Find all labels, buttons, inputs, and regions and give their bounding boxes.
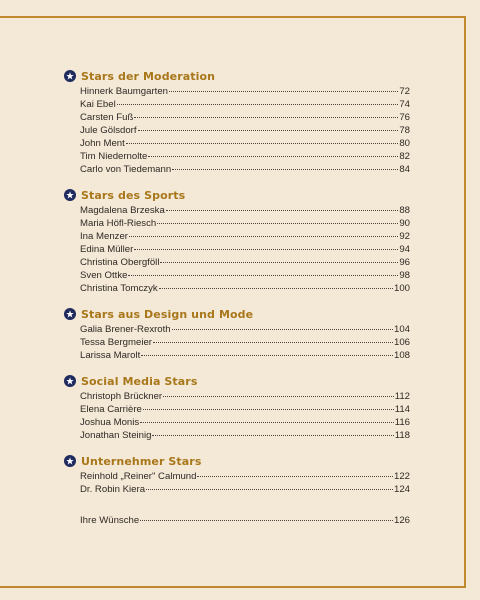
dot-leader xyxy=(169,91,398,92)
entry-page: 124 xyxy=(393,484,410,495)
toc-entry[interactable] xyxy=(80,323,410,336)
entry-page: 80 xyxy=(399,138,410,149)
entry-name: Edina Müller xyxy=(80,244,134,255)
section-header xyxy=(64,187,410,203)
dot-leader xyxy=(138,130,399,131)
star-icon xyxy=(64,189,76,201)
dot-leader xyxy=(172,329,393,330)
entry-name: Magdalena Brzeska xyxy=(80,205,165,216)
dot-leader xyxy=(166,210,399,211)
entry-name: John Ment xyxy=(80,138,125,149)
entry-page: 74 xyxy=(399,99,410,110)
frame-bottom-border xyxy=(0,586,466,588)
dot-leader xyxy=(160,262,398,263)
entry-page: 76 xyxy=(399,112,410,123)
section-header xyxy=(64,373,410,389)
toc-entry[interactable] xyxy=(80,349,410,362)
entry-page: 118 xyxy=(394,430,410,441)
toc-entry[interactable] xyxy=(80,256,410,269)
dot-leader xyxy=(157,223,398,224)
star-icon xyxy=(64,375,76,387)
entry-name: Carlo von Tiedemann xyxy=(80,164,172,175)
toc-entry[interactable] xyxy=(80,336,410,349)
toc-entry[interactable] xyxy=(80,470,410,483)
section-title: Stars der Moderation xyxy=(81,69,216,83)
entry-name: Christina Obergföll xyxy=(80,257,160,268)
toc-entry[interactable] xyxy=(80,163,410,176)
dot-leader xyxy=(140,520,393,521)
entry-name: Tessa Bergmeier xyxy=(80,337,152,348)
entry-page: 72 xyxy=(399,86,410,97)
dot-leader xyxy=(129,236,398,237)
section-title: Unternehmer Stars xyxy=(81,454,202,468)
dot-leader xyxy=(146,489,393,490)
section-header xyxy=(64,453,410,469)
entry-name: Hinnerk Baumgarten xyxy=(80,86,168,97)
table-of-contents xyxy=(64,68,410,527)
dot-leader xyxy=(159,288,393,289)
entry-name: Jonathan Steinig xyxy=(80,430,152,441)
dot-leader xyxy=(152,435,393,436)
entry-name: Christina Tomczyk xyxy=(80,283,158,294)
section-title: Stars des Sports xyxy=(81,188,186,202)
frame-right-border xyxy=(464,16,466,588)
entry-page: 94 xyxy=(399,244,410,255)
entry-name: Joshua Monis xyxy=(80,417,140,428)
toc-entry[interactable] xyxy=(80,137,410,150)
dot-leader xyxy=(128,275,398,276)
toc-entry[interactable] xyxy=(80,111,410,124)
toc-entry[interactable] xyxy=(80,269,410,282)
frame-top-border xyxy=(0,16,466,18)
entry-name: Ihre Wünsche xyxy=(80,515,140,526)
toc-extra xyxy=(64,514,410,527)
section-header xyxy=(64,68,410,84)
star-icon xyxy=(64,70,76,82)
dot-leader xyxy=(163,396,394,397)
dot-leader xyxy=(143,409,394,410)
toc-section xyxy=(64,373,410,442)
entry-page: 82 xyxy=(399,151,410,162)
toc-entry[interactable] xyxy=(80,282,410,295)
toc-entry[interactable] xyxy=(80,124,410,137)
toc-entry[interactable] xyxy=(80,403,410,416)
entry-page: 100 xyxy=(393,283,410,294)
toc-section xyxy=(64,453,410,496)
entry-page: 96 xyxy=(399,257,410,268)
entry-name: Galia Brener-Rexroth xyxy=(80,324,171,335)
section-title: Social Media Stars xyxy=(81,374,198,388)
entry-name: Tim Niedernolte xyxy=(80,151,148,162)
entry-name: Carsten Fuß xyxy=(80,112,134,123)
toc-entry[interactable] xyxy=(80,514,410,527)
toc-entry[interactable] xyxy=(80,483,410,496)
entry-name: Larissa Marolt xyxy=(80,350,141,361)
star-icon xyxy=(64,308,76,320)
toc-entry[interactable] xyxy=(80,243,410,256)
entry-name: Reinhold „Reiner" Calmund xyxy=(80,471,197,482)
entry-name: Sven Ottke xyxy=(80,270,128,281)
entry-page: 108 xyxy=(393,350,410,361)
toc-entry[interactable] xyxy=(80,85,410,98)
dot-leader xyxy=(126,143,399,144)
toc-section xyxy=(64,68,410,176)
toc-entry[interactable] xyxy=(80,98,410,111)
entry-name: Dr. Robin Kiera xyxy=(80,484,146,495)
entry-page: 84 xyxy=(399,164,410,175)
toc-entry[interactable] xyxy=(80,390,410,403)
section-title: Stars aus Design und Mode xyxy=(81,307,254,321)
dot-leader xyxy=(140,422,394,423)
dot-leader xyxy=(197,476,393,477)
entry-name: Jule Gölsdorf xyxy=(80,125,137,136)
entry-page: 126 xyxy=(393,515,410,526)
entry-name: Elena Carrière xyxy=(80,404,142,415)
entry-page: 88 xyxy=(399,205,410,216)
entry-page: 92 xyxy=(399,231,410,242)
entry-page: 122 xyxy=(393,471,410,482)
entry-page: 112 xyxy=(394,391,410,402)
entry-page: 106 xyxy=(393,337,410,348)
entry-page: 116 xyxy=(394,417,410,428)
dot-leader xyxy=(148,156,398,157)
entry-page: 98 xyxy=(399,270,410,281)
toc-entry[interactable] xyxy=(80,416,410,429)
entry-page: 78 xyxy=(399,125,410,136)
entry-name: Kai Ebel xyxy=(80,99,116,110)
dot-leader xyxy=(134,117,398,118)
toc-section xyxy=(64,187,410,295)
toc-entry[interactable] xyxy=(80,230,410,243)
toc-section xyxy=(64,306,410,362)
dot-leader xyxy=(141,355,393,356)
entry-page: 90 xyxy=(399,218,410,229)
entry-name: Maria Höfl-Riesch xyxy=(80,218,157,229)
entry-page: 114 xyxy=(394,404,410,415)
dot-leader xyxy=(134,249,398,250)
dot-leader xyxy=(172,169,398,170)
toc-entry[interactable] xyxy=(80,429,410,442)
dot-leader xyxy=(153,342,393,343)
section-header xyxy=(64,306,410,322)
dot-leader xyxy=(117,104,399,105)
entry-name: Christoph Brückner xyxy=(80,391,163,402)
toc-entry[interactable] xyxy=(80,204,410,217)
toc-entry[interactable] xyxy=(80,217,410,230)
entry-name: Ina Menzer xyxy=(80,231,128,242)
toc-entry[interactable] xyxy=(80,150,410,163)
entry-page: 104 xyxy=(393,324,410,335)
star-icon xyxy=(64,455,76,467)
